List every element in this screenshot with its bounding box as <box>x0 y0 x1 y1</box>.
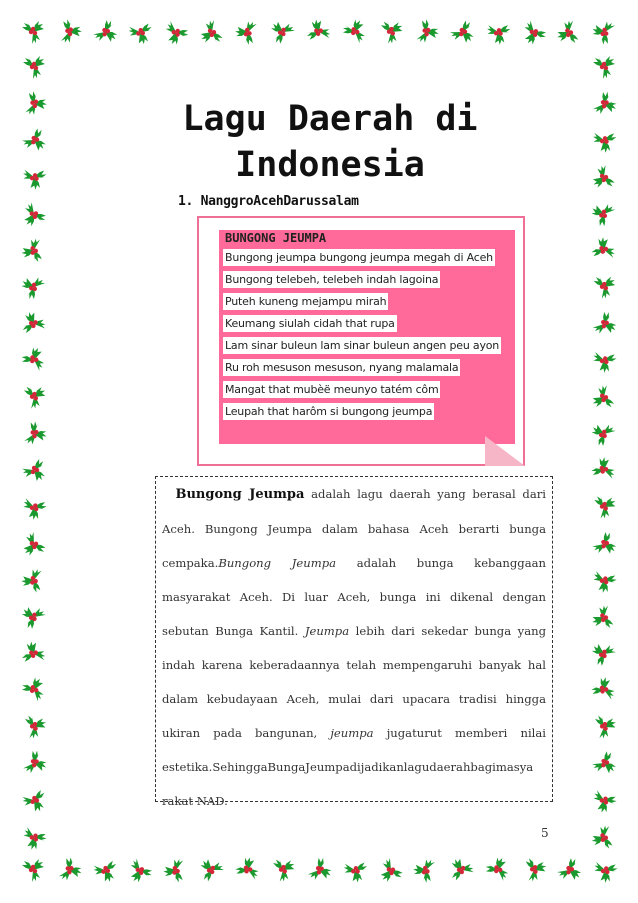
holly-icon <box>195 854 228 887</box>
holly-icon <box>13 82 55 124</box>
holly-icon <box>19 455 50 486</box>
holly-icon <box>585 817 624 856</box>
paragraph-text: jugaturut memberi nilai estetika.SehinggaBungaJeumpadijadikanlagudaerahbagimasya rakat NAD. <box>162 726 546 808</box>
lyric-line: Keumang siulah cidah that rupa <box>225 317 395 330</box>
lyrics-list <box>223 244 501 420</box>
holly-icon <box>121 13 160 52</box>
italic-term: jeumpa <box>330 726 374 740</box>
holly-icon <box>586 635 622 671</box>
holly-icon <box>86 13 123 50</box>
holly-icon <box>15 708 53 746</box>
holly-icon <box>14 230 54 270</box>
holly-icon <box>13 156 54 197</box>
holly-icon <box>446 854 479 887</box>
lead-term: Bungong Jeumpa <box>175 487 305 502</box>
page-curl-corner <box>485 436 525 466</box>
lyric-line: Bungong jeumpa bungong jeumpa megah di Aceh <box>225 251 493 264</box>
section-heading: 1. NanggroAcehDarussalam <box>178 194 359 209</box>
holly-icon <box>155 11 196 52</box>
paragraph-text: adalah lagu daerah yang berasal dari Aceh. Bungong Jeumpa dalam bahasa Aceh berarti bunga cempaka. <box>162 487 546 570</box>
page-title-line-2: Indonesia <box>235 145 425 185</box>
holly-icon <box>266 14 301 49</box>
lyric-line: Leupah that harôm si bungong jeumpa <box>225 405 433 418</box>
holly-border-bottom <box>18 852 620 888</box>
holly-icon <box>589 52 619 82</box>
holly-icon <box>477 11 518 52</box>
holly-icon <box>48 849 90 891</box>
holly-icon <box>266 852 301 887</box>
holly-icon <box>14 670 53 709</box>
holly-icon <box>405 11 447 53</box>
holly-icon <box>15 195 52 232</box>
holly-border-right <box>586 52 622 852</box>
italic-term: Bungong Jeumpa <box>218 556 337 570</box>
holly-icon <box>373 15 408 50</box>
holly-icon <box>15 305 52 342</box>
holly-icon <box>586 489 622 525</box>
holly-icon <box>588 161 620 193</box>
holly-border-top <box>18 14 620 50</box>
holly-icon <box>588 270 621 303</box>
holly-icon <box>583 669 625 711</box>
page-title-line-1: Lagu Daerah di <box>182 99 478 139</box>
holly-icon <box>13 559 55 601</box>
holly-border-left <box>16 52 52 852</box>
holly-icon <box>17 123 51 157</box>
holly-icon <box>584 194 624 234</box>
paragraph-text: adalah bunga kebanggaan masyarakat Aceh. Di luar Aceh, bunga ini dikenal dengan sebutan Bunga Kantil. <box>162 556 546 638</box>
song-title: BUNGONG JEUMPA <box>225 231 327 245</box>
holly-icon <box>17 527 50 560</box>
holly-icon <box>335 12 375 52</box>
holly-icon <box>583 339 625 381</box>
holly-icon <box>13 743 54 784</box>
holly-icon <box>155 849 196 890</box>
holly-icon <box>299 12 339 52</box>
holly-icon <box>585 414 623 452</box>
holly-icon <box>373 853 408 888</box>
holly-icon <box>17 783 52 818</box>
holly-icon <box>86 851 123 888</box>
holly-icon <box>195 16 228 49</box>
holly-icon <box>121 851 160 890</box>
holly-icon <box>584 11 626 53</box>
holly-icon <box>514 12 553 51</box>
holly-icon <box>335 850 375 890</box>
holly-icon <box>299 850 339 890</box>
holly-icon <box>18 855 48 885</box>
holly-icon <box>18 17 48 47</box>
song-sticky-note <box>197 216 525 466</box>
holly-icon <box>586 598 623 635</box>
holly-icon <box>583 559 625 601</box>
holly-icon <box>446 16 479 49</box>
holly-icon <box>514 850 553 889</box>
holly-icon <box>583 229 625 271</box>
holly-icon <box>16 598 53 635</box>
holly-icon <box>583 120 624 161</box>
holly-icon <box>585 525 622 562</box>
lyric-line: Puteh kuneng mejampu mirah <box>225 295 387 308</box>
lyric-line: Lam sinar buleun lam sinar buleun angen peu ayon <box>225 339 500 352</box>
lyric-line: Bungong telebeh, telebeh indah lagoina <box>225 273 439 286</box>
holly-icon <box>14 267 54 307</box>
holly-icon <box>551 14 588 51</box>
lyric-line: Ru roh mesuson mesuson, nyang malamala <box>225 361 459 374</box>
holly-icon <box>584 304 623 343</box>
holly-icon <box>405 849 447 891</box>
holly-icon <box>48 11 90 53</box>
holly-icon <box>17 380 51 414</box>
holly-icon <box>14 633 54 673</box>
holly-icon <box>551 852 588 889</box>
holly-icon <box>587 380 621 414</box>
holly-icon <box>585 708 623 746</box>
holly-icon <box>13 340 54 381</box>
holly-icon <box>586 746 621 781</box>
holly-icon <box>13 816 55 858</box>
holly-icon <box>19 52 49 82</box>
lyric-line: Mangat that mubèë meunyo tatém côm <box>225 383 439 396</box>
holly-icon <box>583 449 625 491</box>
holly-icon <box>13 412 55 454</box>
page-number: 5 <box>541 826 549 840</box>
holly-icon <box>583 779 625 821</box>
holly-icon <box>477 849 518 890</box>
holly-icon <box>226 11 268 53</box>
holly-icon <box>584 849 626 891</box>
description-text-box <box>155 476 553 808</box>
holly-icon <box>226 849 268 891</box>
paragraph-text: lebih dari sekedar bunga yang indah karena keberadaannya telah mempengaruhi banyak hal dalam kebudayaan Aceh, mulai dari upacara tradisi hingga ukiran pada bangunan, <box>162 624 546 740</box>
italic-term: Jeumpa <box>304 624 350 638</box>
holly-icon <box>584 83 625 124</box>
description-paragraph <box>162 477 546 818</box>
holly-icon <box>13 486 55 528</box>
